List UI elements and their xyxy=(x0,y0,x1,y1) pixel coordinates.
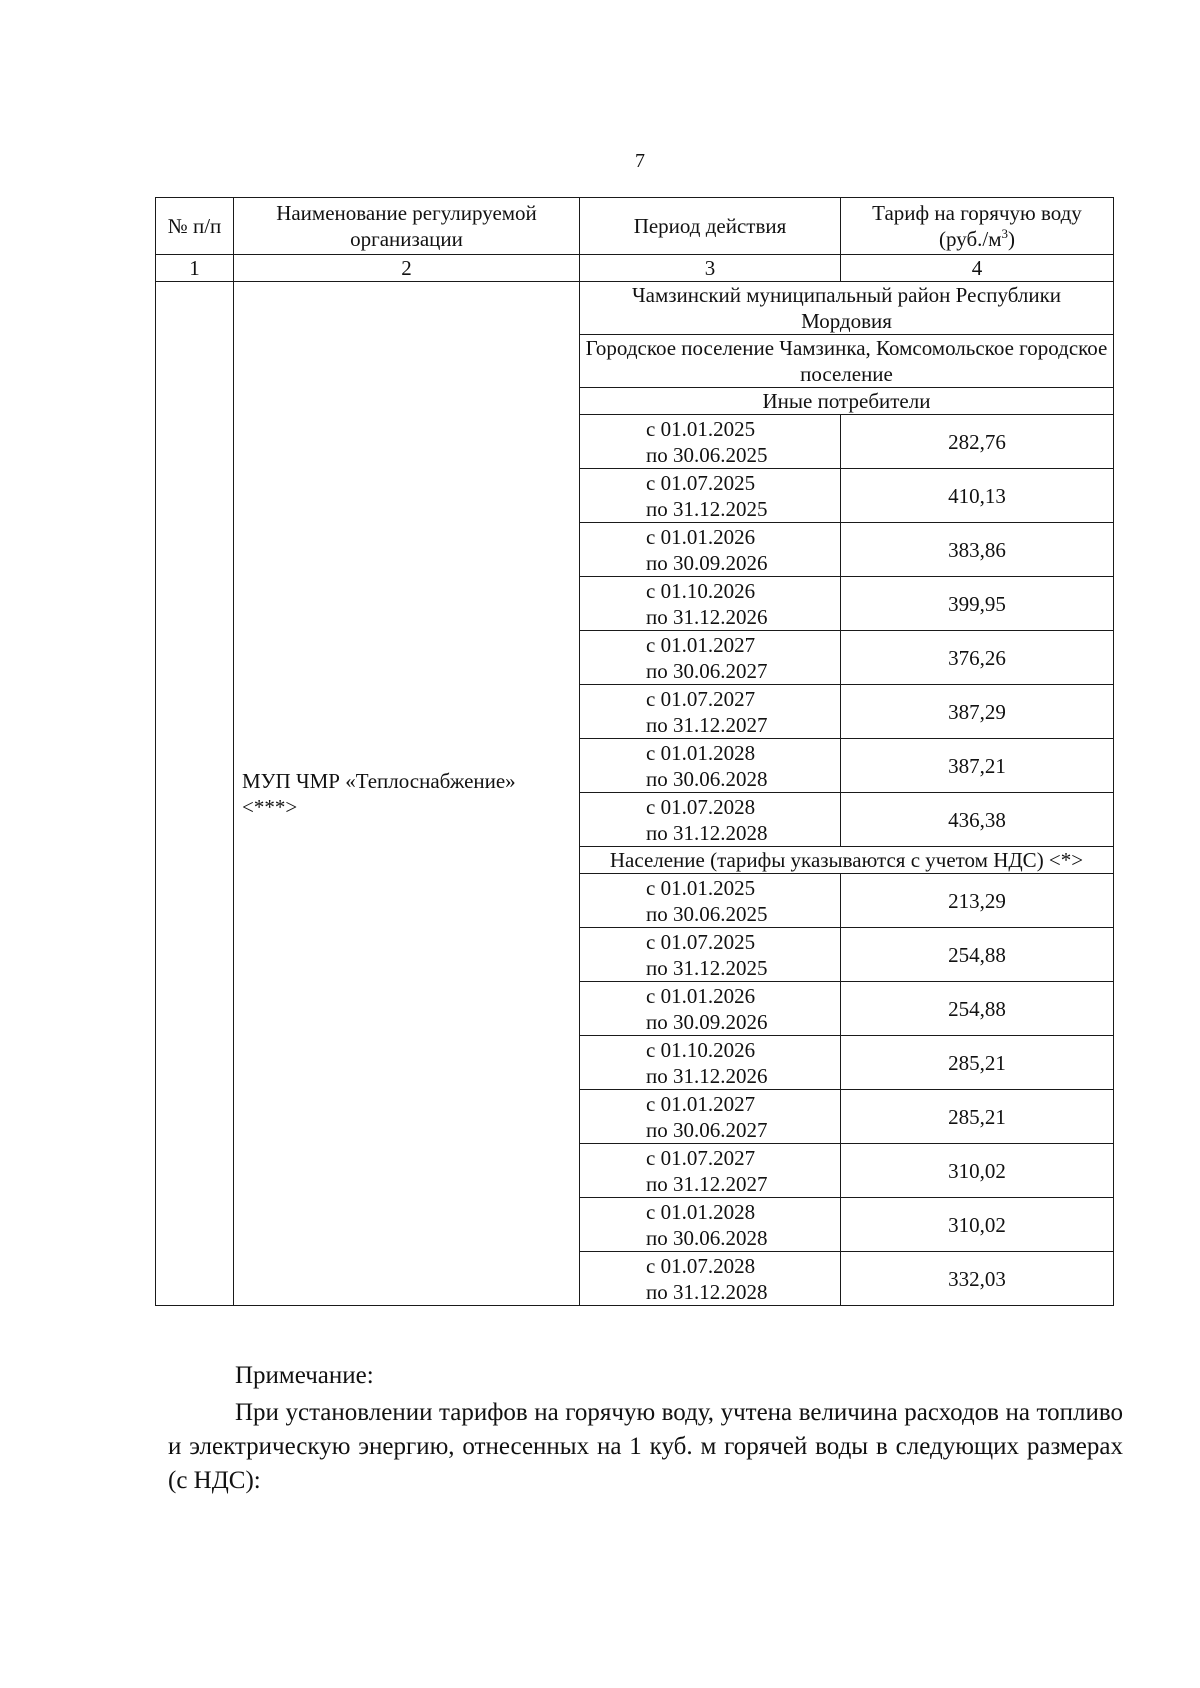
period-to: по 31.12.2028 xyxy=(646,1279,768,1304)
tariff-value: 410,13 xyxy=(841,469,1114,523)
tariff-value: 376,26 xyxy=(841,631,1114,685)
organization-name: МУП ЧМР «Теплоснабжение» <***> xyxy=(234,282,580,1306)
period-to: по 30.06.2028 xyxy=(646,766,768,791)
row-number-cell xyxy=(156,282,234,1306)
period-cell xyxy=(580,739,841,793)
consumer-group-label: Иные потребители xyxy=(580,388,1114,415)
tariff-table xyxy=(155,197,1114,1306)
period-cell xyxy=(580,874,841,928)
note-title: Примечание: xyxy=(235,1362,374,1389)
period-to: по 31.12.2028 xyxy=(646,820,768,845)
column-number-row xyxy=(156,255,1114,282)
period-cell xyxy=(580,1198,841,1252)
period-to: по 30.09.2026 xyxy=(646,1009,768,1034)
period-cell xyxy=(580,523,841,577)
region-row xyxy=(156,282,1114,335)
period-cell xyxy=(580,793,841,847)
header-period: Период действия xyxy=(580,198,841,255)
header-tariff-text: Тариф на горячую воду (руб./м xyxy=(872,201,1082,251)
tariff-value: 310,02 xyxy=(841,1144,1114,1198)
period-to: по 31.12.2026 xyxy=(646,1063,768,1088)
period-from: с 01.10.2026 xyxy=(646,1037,756,1062)
period-from: с 01.07.2027 xyxy=(646,1145,756,1170)
column-number: 4 xyxy=(841,255,1114,282)
period-cell xyxy=(580,577,841,631)
period-from: с 01.01.2028 xyxy=(646,740,756,765)
table-header-row xyxy=(156,198,1114,255)
period-to: по 30.09.2026 xyxy=(646,550,768,575)
period-from: с 01.01.2027 xyxy=(646,632,756,657)
period-from: с 01.10.2026 xyxy=(646,578,756,603)
column-number: 3 xyxy=(580,255,841,282)
tariff-value: 282,76 xyxy=(841,415,1114,469)
header-tariff-sup: 3 xyxy=(1001,226,1008,241)
period-cell xyxy=(580,685,841,739)
period-cell xyxy=(580,928,841,982)
period-from: с 01.01.2025 xyxy=(646,416,756,441)
period-from: с 01.07.2028 xyxy=(646,1253,756,1278)
period-from: с 01.01.2026 xyxy=(646,524,756,549)
period-to: по 30.06.2025 xyxy=(646,901,768,926)
tariff-value: 436,38 xyxy=(841,793,1114,847)
period-from: с 01.01.2028 xyxy=(646,1199,756,1224)
period-from: с 01.01.2025 xyxy=(646,875,756,900)
tariff-value: 310,02 xyxy=(841,1198,1114,1252)
period-cell xyxy=(580,1144,841,1198)
period-to: по 30.06.2025 xyxy=(646,442,768,467)
tariff-value: 332,03 xyxy=(841,1252,1114,1306)
period-from: с 01.01.2027 xyxy=(646,1091,756,1116)
period-from: с 01.07.2025 xyxy=(646,929,756,954)
header-tariff-close: ) xyxy=(1008,227,1015,251)
tariff-value: 387,21 xyxy=(841,739,1114,793)
consumer-group-label: Население (тарифы указываются с учетом НДС) <*> xyxy=(580,847,1114,874)
tariff-value: 285,21 xyxy=(841,1036,1114,1090)
header-organization: Наименование регулируемой организации xyxy=(234,198,580,255)
period-cell xyxy=(580,1090,841,1144)
period-to: по 30.06.2027 xyxy=(646,658,768,683)
period-from: с 01.07.2027 xyxy=(646,686,756,711)
period-to: по 31.12.2025 xyxy=(646,496,768,521)
period-to: по 31.12.2027 xyxy=(646,712,768,737)
header-tariff xyxy=(841,198,1114,255)
tariff-value: 387,29 xyxy=(841,685,1114,739)
period-cell xyxy=(580,1252,841,1306)
settlement-name: Городское поселение Чамзинка, Комсомольское городское поселение xyxy=(580,335,1114,388)
tariff-value: 213,29 xyxy=(841,874,1114,928)
column-number: 1 xyxy=(156,255,234,282)
period-to: по 31.12.2026 xyxy=(646,604,768,629)
period-cell xyxy=(580,469,841,523)
period-to: по 30.06.2028 xyxy=(646,1225,768,1250)
region-name: Чамзинский муниципальный район Республики Мордовия xyxy=(580,282,1114,335)
note-text: При установлении тарифов на горячую воду, учтена величина расходов на топливо и электрическую энергию, отнесенных на 1 куб. м горячей воды в следующих размерах (с НДС): xyxy=(168,1399,1123,1494)
period-to: по 31.12.2027 xyxy=(646,1171,768,1196)
period-from: с 01.01.2026 xyxy=(646,983,756,1008)
tariff-value: 254,88 xyxy=(841,928,1114,982)
tariff-value: 399,95 xyxy=(841,577,1114,631)
page-number: 7 xyxy=(635,150,645,172)
period-cell xyxy=(580,1036,841,1090)
column-number: 2 xyxy=(234,255,580,282)
header-num: № п/п xyxy=(156,198,234,255)
period-from: с 01.07.2025 xyxy=(646,470,756,495)
tariff-value: 285,21 xyxy=(841,1090,1114,1144)
tariff-value: 383,86 xyxy=(841,523,1114,577)
period-from: с 01.07.2028 xyxy=(646,794,756,819)
period-cell xyxy=(580,631,841,685)
period-to: по 31.12.2025 xyxy=(646,955,768,980)
period-cell xyxy=(580,415,841,469)
period-to: по 30.06.2027 xyxy=(646,1117,768,1142)
tariff-value: 254,88 xyxy=(841,982,1114,1036)
period-cell xyxy=(580,982,841,1036)
